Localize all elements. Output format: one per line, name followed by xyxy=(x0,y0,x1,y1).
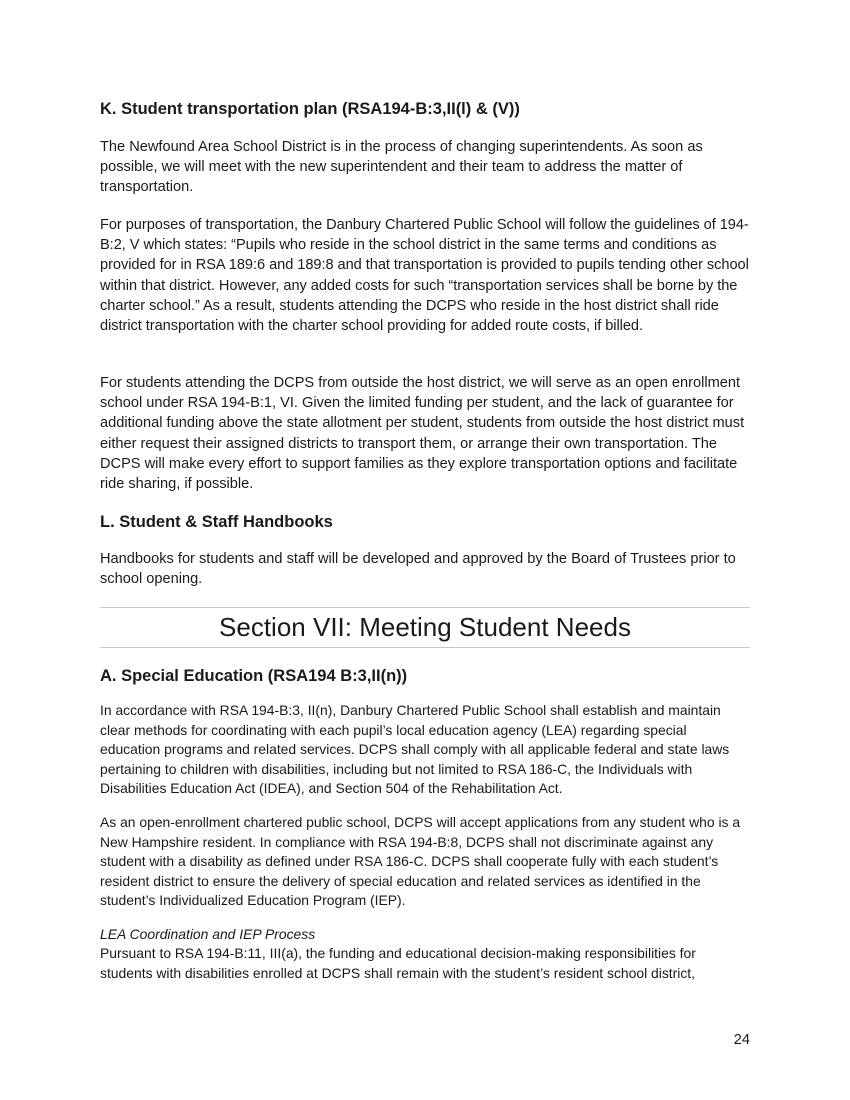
subheading-lea-coordination: LEA Coordination and IEP Process xyxy=(100,926,316,942)
heading-transportation-plan: K. Student transportation plan (RSA194-B:3,II(l) & (V)) xyxy=(100,100,520,118)
page-number: 24 xyxy=(733,1032,750,1048)
section-title: Section VII: Meeting Student Needs xyxy=(219,612,631,642)
paragraph-special-education-2: As an open‑enrollment chartered public school, DCPS will accept applications from any student who is a New Hampshire resident. In compliance with RSA 194‑B:8, DCPS shall not discriminate against any student with a disability as defined under RSA 186‑C. DCPS shall cooperate fully with each student’s resident district to ensure the delivery of special education and related services as identified in the student’s Individualized Education Program (IEP). xyxy=(100,814,741,908)
paragraph-handbooks: Handbooks for students and staff will be developed and approved by the Board of Trustees prior to school opening. xyxy=(100,551,736,588)
paragraph-special-education-1: In accordance with RSA 194‑B:3, II(n), Danbury Chartered Public School shall establish and maintain clear methods for coordinating with each pupil’s local education agency (LEA) regarding special education programs and related services. DCPS shall comply with all applicable federal and state laws pertaining to children with disabilities, including but not limited to RSA 186‑C, the Individuals with Disabilities Education Act (IDEA), and Section 504 of the Rehabilitation Act. xyxy=(100,702,730,796)
paragraph-transportation-1: The Newfound Area School District is in the process of changing superintendents. As soon as possible, we will meet with the new superintendent and their team to address the matter of transportation. xyxy=(100,139,703,196)
document-page xyxy=(100,0,750,1100)
section-divider-bottom xyxy=(100,647,750,648)
section-divider-top xyxy=(100,607,750,608)
heading-handbooks: L. Student & Staff Handbooks xyxy=(100,513,333,531)
paragraph-transportation-2: For purposes of transportation, the Danbury Chartered Public School will follow the guidelines of 194-B:2, V which states: “Pupils who reside in the school district in the same terms and conditions as provided for in RSA 189:6 and 189:8 and that transportation is provided to pupils tending other school within that district. However, any added costs for such “transportation services shall be borne by the charter school.” As a result, students attending the DCPS who reside in the host district shall ride district transportation with the charter school providing for added route costs, if billed. xyxy=(100,217,749,335)
paragraph-transportation-3: For students attending the DCPS from outside the host district, we will serve as an open enrollment school under RSA 194-B:1, VI. Given the limited funding per student, and the lack of guarantee for additional funding above the state allotment per student, students from outside the host district must either request their assigned districts to transport them, or arrange their own transportation. The DCPS will make every effort to support families as they explore transportation options and facilitate ride sharing, if possible. xyxy=(100,375,745,493)
paragraph-lea-coordination: Pursuant to RSA 194‑B:11, III(a), the funding and educational decision‑making responsibilities for students with disabilities enrolled at DCPS shall remain with the student’s resident school district, xyxy=(100,945,696,981)
heading-special-education: A. Special Education (RSA194 B:3,II(n)) xyxy=(100,667,408,685)
